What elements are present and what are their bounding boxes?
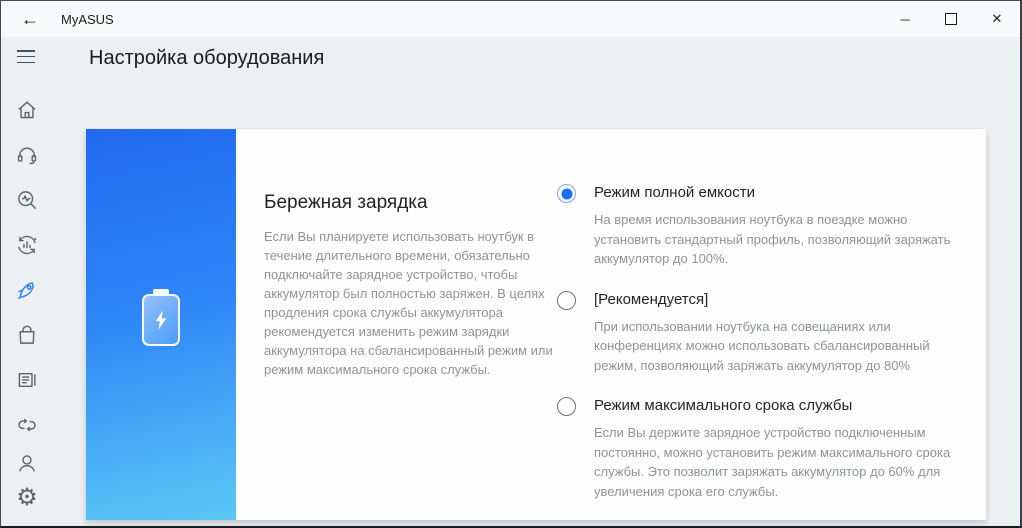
close-button[interactable] [974, 1, 1020, 37]
option-label: Режим полной емкости [594, 184, 755, 201]
sidebar-item-support[interactable] [14, 142, 40, 168]
option-maximum-lifespan-mode[interactable] [556, 396, 951, 501]
sidebar-item-news[interactable] [14, 367, 40, 393]
option-label: Режим максимального срока службы [594, 397, 853, 414]
page-title: Настройка оборудования [89, 47, 325, 69]
minimize-icon: ─ [900, 11, 910, 27]
section-description: Если Вы планируете использовать ноутбук в течение длительного времени, обязательно подключайте зарядное устройство, чтобы аккумулятор был полностью заряжен. В целях продления срока службы аккумулятора рекомендуется изменить режим зарядки аккумулятора на сбалансированный режим или режим максимального срока службы. [264, 229, 553, 377]
sidebar-item-link[interactable] [14, 412, 40, 438]
app-title: MyASUS [61, 11, 114, 27]
window-controls [882, 1, 1020, 37]
link-devices-icon [14, 412, 40, 438]
support-headset-icon [14, 142, 40, 168]
battery-feature-panel [86, 129, 236, 520]
radio-button[interactable] [557, 184, 576, 203]
sidebar-item-shop[interactable] [14, 322, 40, 348]
option-description: Если Вы держите зарядное устройство подключенным постоянно, можно установить режим максимального срока службы. Это позволит заряжать аккумулятор до 60% для увеличения срока его службы. [594, 425, 951, 499]
option-description: На время использования ноутбука в поездке можно установить стандартный профиль, позволяющий заряжать аккумулятор до 100%. [594, 212, 951, 266]
diagnostics-icon [14, 187, 40, 213]
minimize-button[interactable] [882, 1, 928, 37]
battery-charging-card [86, 129, 986, 520]
settings-gear-icon: ⚙ [16, 483, 38, 511]
battery-charging-icon [141, 289, 181, 346]
maximize-icon [945, 13, 957, 25]
radio-button[interactable] [557, 291, 576, 310]
sidebar-item-hardware-settings[interactable] [14, 277, 40, 303]
home-icon [14, 97, 40, 123]
section-text [264, 192, 554, 379]
back-button[interactable] [15, 1, 45, 37]
option-description: При использовании ноутбука на совещаниях или конференциях можно использовать сбалансированный режим, позволяющий заряжать аккумулятор до 80% [594, 318, 930, 373]
user-account-icon [14, 450, 40, 476]
sidebar-item-diagnostics[interactable] [14, 187, 40, 213]
charging-mode-options [556, 183, 951, 501]
radio-button[interactable] [557, 397, 576, 416]
back-arrow-icon: ← [21, 8, 39, 29]
sidebar-item-update[interactable] [14, 232, 40, 258]
option-balanced-mode[interactable] [556, 290, 951, 376]
shop-bag-icon [14, 322, 40, 348]
sidebar-item-settings[interactable] [14, 484, 40, 510]
software-update-icon [14, 232, 40, 258]
sidebar-item-account[interactable] [14, 450, 40, 476]
sidebar-item-home[interactable] [14, 97, 40, 123]
maximize-button[interactable] [928, 1, 974, 37]
section-title: Бережная зарядка [264, 192, 428, 213]
close-icon: ✕ [991, 11, 1003, 26]
option-label: [Рекомендуется] [594, 290, 709, 308]
hamburger-menu-button[interactable] [17, 50, 35, 65]
news-icon [14, 367, 40, 393]
hardware-settings-rocket-icon [14, 277, 40, 303]
option-full-capacity-mode[interactable] [556, 183, 951, 269]
title-bar [1, 1, 1020, 37]
